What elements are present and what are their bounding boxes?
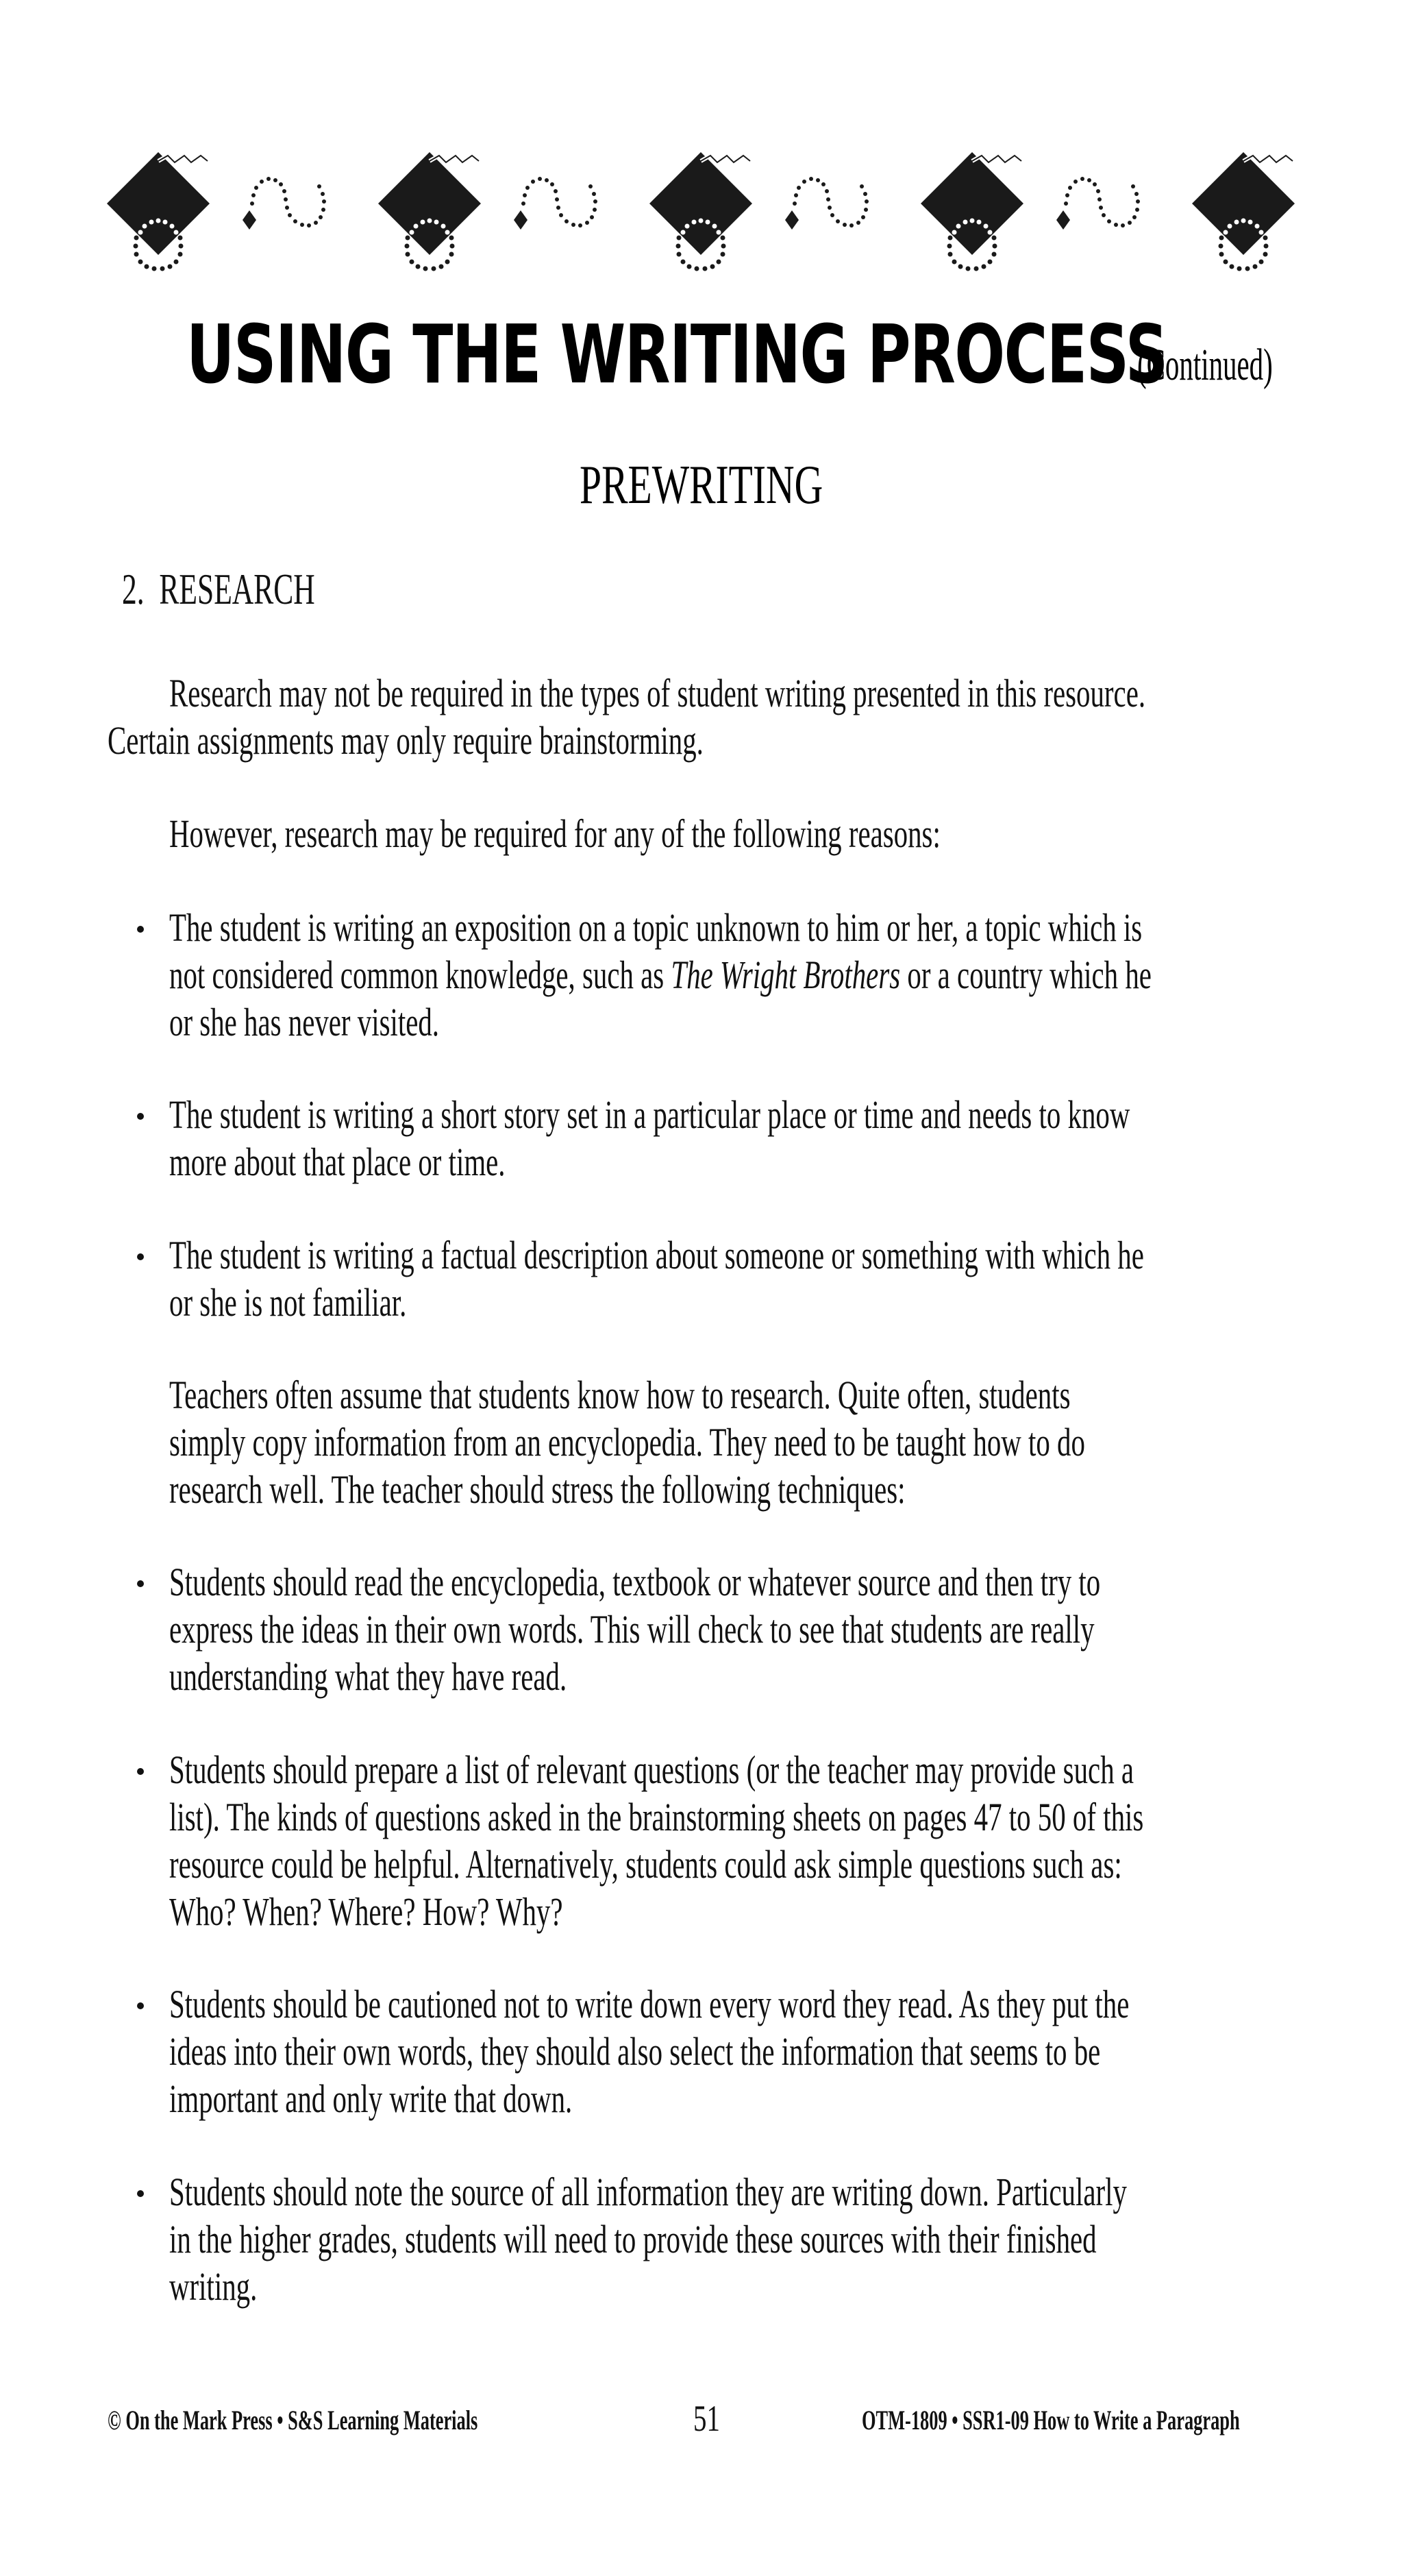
bullet-icon [137, 2190, 144, 2197]
dotted-wave-icon [243, 177, 326, 230]
intro-line: Certain assignments may only require brainstorming. [108, 718, 704, 763]
list-item-line: more about that place or time. [169, 1140, 506, 1184]
graduation-cap-icon [1192, 152, 1295, 271]
subtitle-text: PREWRITING [580, 455, 823, 515]
list-item-text: not considered common knowledge, such as [169, 953, 665, 997]
graduation-cap-icon [378, 152, 481, 271]
list-item-line: Students should note the source of all information they are writing down. Particularly [169, 2170, 1127, 2214]
dotted-wave-icon [785, 177, 869, 230]
list-item-line: ideas into their own words, they should also select the information that seems to be [169, 2029, 1101, 2074]
page-header [0, 307, 1403, 402]
graduation-cap-icon [649, 152, 752, 271]
section-heading [122, 567, 315, 611]
section-subtitle [0, 455, 1403, 515]
list-item-line: important and only write that down. [169, 2076, 573, 2121]
list-item-line: Who? When? Where? How? Why? [169, 1889, 563, 1934]
list-item-line: The student is writing a factual description about someone or something with which he [169, 1233, 1144, 1277]
decorative-border [0, 137, 1403, 288]
dotted-wave-icon [514, 177, 597, 230]
paragraph-line: research well. The teacher should stress the following techniques: [169, 1467, 906, 1512]
list-item-line: or she has never visited. [169, 1000, 440, 1044]
section-number: 2. [122, 565, 145, 613]
graduation-cap-icon [107, 152, 210, 271]
list-item-line: resource could be helpful. Alternatively, students could ask simple questions such as: [169, 1842, 1122, 1887]
list-item-line: Students should read the encyclopedia, textbook or whatever source and then try to [169, 1560, 1101, 1604]
list-item-line: understanding what they have read. [169, 1654, 567, 1699]
border-graphic [0, 137, 1403, 288]
list-item-line: The student is writing a short story set in a particular place or time and needs to know [169, 1092, 1130, 1137]
page-number: 51 [693, 2398, 720, 2439]
list-item-line [169, 955, 1152, 995]
footer-publisher: © On the Mark Press • S&S Learning Materials [108, 2405, 478, 2436]
intro-line: Research may not be required in the types of student writing presented in this resource. [169, 671, 1146, 715]
dotted-wave-icon [1056, 177, 1140, 230]
list-item-line: list). The kinds of questions asked in the brainstorming sheets on pages 47 to 50 of this [169, 1795, 1144, 1839]
bullet-icon [137, 2002, 144, 2009]
footer-product-code: OTM-1809 • SSR1-09 How to Write a Paragraph [862, 2405, 1240, 2436]
bullet-icon [137, 926, 144, 933]
list-item-line: in the higher grades, students will need to provide these sources with their finished [169, 2217, 1097, 2261]
book-title-italic: The Wright Brothers [671, 953, 901, 997]
section-heading-text: RESEARCH [159, 565, 315, 613]
paragraph-line: simply copy information from an encyclopedia. They need to be taught how to do [169, 1420, 1085, 1464]
list-item-text: or a country which he [907, 953, 1152, 997]
graduation-cap-icon [921, 152, 1023, 271]
bullet-icon [137, 1768, 144, 1775]
bullet-icon [137, 1113, 144, 1120]
bullet-icon [137, 1253, 144, 1260]
page-title: USING THE WRITING PROCESS [186, 307, 1167, 402]
list-item-line: The student is writing an exposition on a topic unknown to him or her, a topic which is [169, 905, 1143, 950]
list-item-line: writing. [169, 2264, 258, 2309]
bullet-icon [137, 1580, 144, 1587]
paragraph-line: Teachers often assume that students know how to research. Quite often, students [169, 1373, 1071, 1417]
list-item-line: Students should prepare a list of relevant questions (or the teacher may provide such a [169, 1747, 1134, 1792]
reasons-lead: However, research may be required for any of the following reasons: [169, 811, 941, 856]
list-item-line: or she is not familiar. [169, 1280, 407, 1325]
page-title-suffix: (Continued) [1137, 340, 1273, 390]
list-item-line: Students should be cautioned not to write down every word they read. As they put the [169, 1982, 1130, 2026]
list-item-line: express the ideas in their own words. This will check to see that students are really [169, 1607, 1095, 1652]
